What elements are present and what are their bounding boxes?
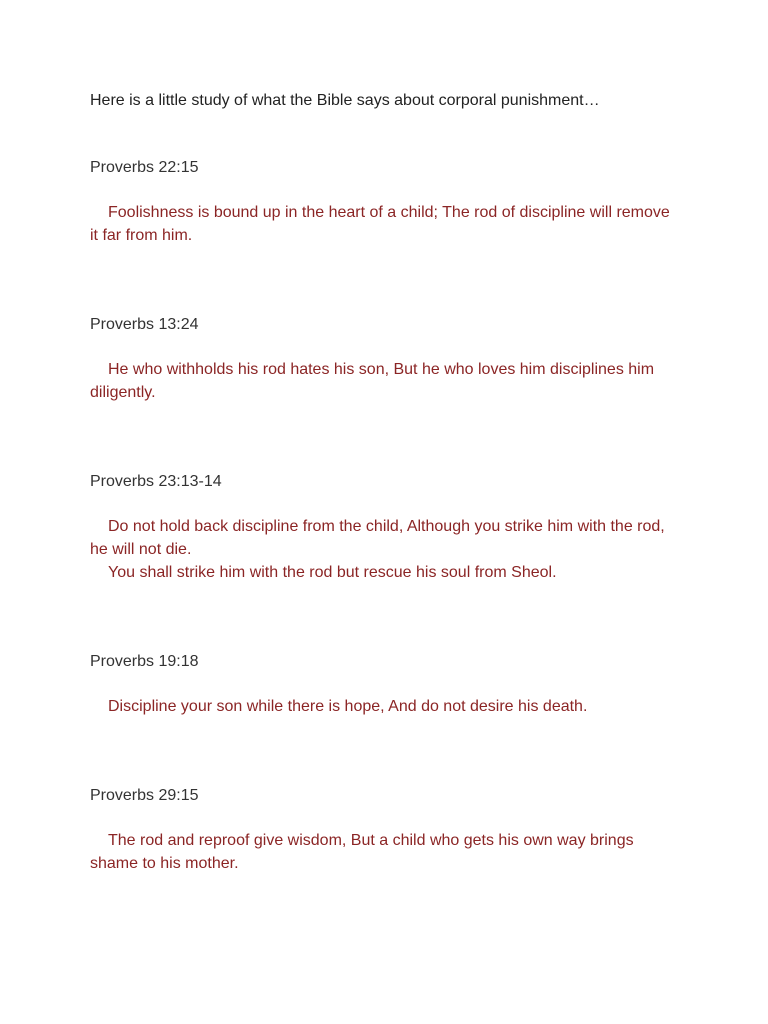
verse-text: Discipline your son while there is hope, And do not desire his death. [108, 698, 588, 715]
section-proverbs-29-15 [90, 784, 680, 875]
section-proverbs-19-18 [90, 650, 680, 718]
verse-reference: Proverbs 22:15 [90, 159, 199, 176]
verse-text: Do not hold back discipline from the child, Although you strike him with the rod, he will not die. [90, 518, 665, 558]
verse-reference: Proverbs 29:15 [90, 787, 199, 804]
document-body [90, 89, 680, 875]
verse-reference: Proverbs 23:13-14 [90, 473, 222, 490]
verse-text: The rod and reproof give wisdom, But a child who gets his own way brings shame to his mother. [90, 832, 634, 872]
intro-paragraph: Here is a little study of what the Bible says about corporal punishment… [90, 92, 600, 109]
verse-text: He who withholds his rod hates his son, But he who loves him disciplines him diligently. [90, 361, 655, 401]
section-proverbs-13-24 [90, 313, 680, 404]
verse-reference: Proverbs 19:18 [90, 653, 199, 670]
section-proverbs-23-13-14 [90, 470, 680, 584]
verse-reference: Proverbs 13:24 [90, 316, 199, 333]
section-proverbs-22-15 [90, 156, 680, 247]
verse-text: You shall strike him with the rod but rescue his soul from Sheol. [108, 564, 557, 581]
verse-text: Foolishness is bound up in the heart of a child; The rod of discipline will remove it far from him. [90, 204, 670, 244]
